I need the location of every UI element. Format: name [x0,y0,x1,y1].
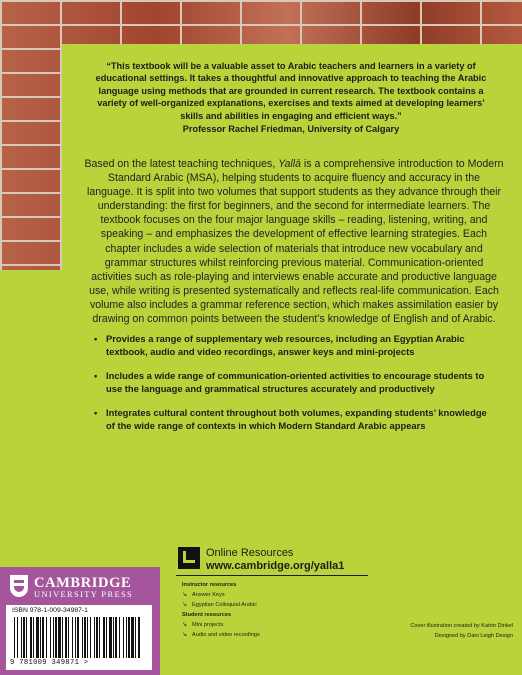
resource-item [182,630,368,640]
barcode-icon [12,617,144,658]
publisher-block [0,567,160,675]
barcode-stripe [75,617,76,658]
description-paragraph [84,157,504,326]
barcode-stripe [128,617,130,658]
publisher-name: CAMBRIDGE [34,575,132,591]
barcode-stripe [109,617,112,658]
barcode-stripe [131,617,134,658]
crest-icon [10,575,28,597]
publisher-subtitle: UNIVERSITY PRESS [34,590,134,599]
barcode-stripe [23,617,25,658]
barcode-stripe [62,617,63,658]
barcode-stripe [53,617,54,658]
barcode-stripe [138,617,140,658]
barcode-stripe [50,617,51,658]
barcode-stripe [96,617,98,658]
feature-text: Provides a range of supplementary web resources, including an Egyptian Arabic textbook, audio and video recordings, answer keys and mini-projects [106,333,465,357]
barcode-stripe [68,617,69,658]
divider [176,575,368,576]
barcode-stripe [119,617,120,658]
barcode-stripe [21,617,22,658]
resource-label: Egyptian Colloquial Arabic [192,602,257,608]
barcode-stripe [42,617,44,658]
barcode-stripe [33,617,34,658]
design-credit: Designed by Dani Leigh Design [434,633,513,639]
arrow-icon: ↘ [182,602,188,608]
book-title-italic: Yallā [278,158,301,170]
feature-item [94,407,494,432]
resource-label: Audio and video recordings [192,632,260,638]
barcode-stripe [103,617,105,658]
arrow-icon: ↘ [182,622,188,628]
feature-list [94,333,494,445]
barcode-stripe [106,617,107,658]
barcode-stripe [94,617,95,658]
barcode-stripe [26,617,27,658]
feature-item [94,333,494,358]
barcode-stripe [55,617,57,658]
resource-label: Mini projects [192,622,224,628]
resource-item [182,620,368,630]
arrow-icon: ↘ [182,592,188,598]
feature-text: Integrates cultural content throughout both volumes, expanding students’ knowledge of the wide range of contexts in which Modern Standard Arabic appears [106,407,487,431]
barcode-stripe [65,617,67,658]
barcode-digits: 9 781009 349871 > [10,659,89,667]
feature-text: Includes a wide range of communication-oriented activities to encourage students to use the language and grammatical structures accurately and productively [106,370,485,394]
arrow-icon [178,547,200,569]
description-rest: is a comprehensive introduction to Modern Standard Arabic (MSA), helping students to acquire fluency and accuracy in the language. It is split into two volumes that support students as they advance through their understanding: the first for beginners, and the second for intermediate learners. The textbook focuses on the four major language skills – reading, listening, writing, and speaking – and emphasizes the development of effective learning strategies. Each chapter includes a wide selection of materials that introduce new vocabulary and grammar structures whilst reinforcing previous material. Communication-oriented activities such as role-playing and interviews enable accurate and productive language use, while writing is presented systematically and reflects real-life communication. Each volume also includes a grammar reference section, which makes assimilation easier by drawing on common points between the student’s knowledge of English and of Arabic. [87,158,504,326]
barcode-stripe [82,617,83,658]
resource-item [182,600,368,610]
barcode-stripe [84,617,86,658]
barcode-stripe [113,617,114,658]
barcode-stripe [30,617,32,658]
bullet-icon: • [94,333,98,344]
isbn-text: ISBN 978-1-009-34987-1 [12,607,88,614]
instructor-heading: Instructor resources [182,582,237,588]
feature-item [94,370,494,395]
resource-list [182,580,368,640]
arrow-icon: ↘ [182,632,188,638]
barcode-stripe [126,617,127,658]
barcode-stripe [77,617,79,658]
barcode-stripe [135,617,136,658]
barcode-stripe [90,617,91,658]
barcode-stripe [36,617,39,658]
resource-item [182,590,368,600]
illustration-credit: Cover illustration created by Katrin Dinkel [410,623,513,629]
online-resources-title: Online Resources [206,547,294,559]
barcode-stripe [58,617,61,658]
barcode-stripe [72,617,73,658]
online-resources [176,543,368,666]
barcode-stripe [14,617,15,658]
barcode-stripe [87,617,88,658]
student-heading: Student resources [182,612,232,618]
bullet-icon: • [94,370,98,382]
barcode-stripe [40,617,41,658]
quote-attribution: Professor Rachel Friedman, University of Calgary [182,124,400,134]
barcode-stripe [123,617,124,658]
credits [383,621,513,641]
barcode-stripe [115,617,117,658]
endorsement-quote: “This textbook will be a valuable asset to Arabic teachers and learners in a variety of educational settings. It takes a thoughtful and innovative approach to teaching the Arabic language using methods that are grounded in current research. The textbook contains a variety of well-organized explanations, exercises and texts aimed at developing learners’ skills and abilities in engaging and efficient ways.” [95,61,487,121]
barcode-stripe [46,617,47,658]
barcode-stripe [17,617,18,658]
bullet-icon: • [94,407,98,419]
description-lead: Based on the latest teaching techniques, [84,158,279,170]
cambridge-logo [10,575,150,601]
resource-label: Answer Keys [192,592,225,598]
resources-url-link[interactable]: www.cambridge.org/yalla1 [206,560,345,572]
online-resources-header [176,543,368,579]
barcode-label [6,605,152,670]
barcode-stripe [99,617,100,658]
